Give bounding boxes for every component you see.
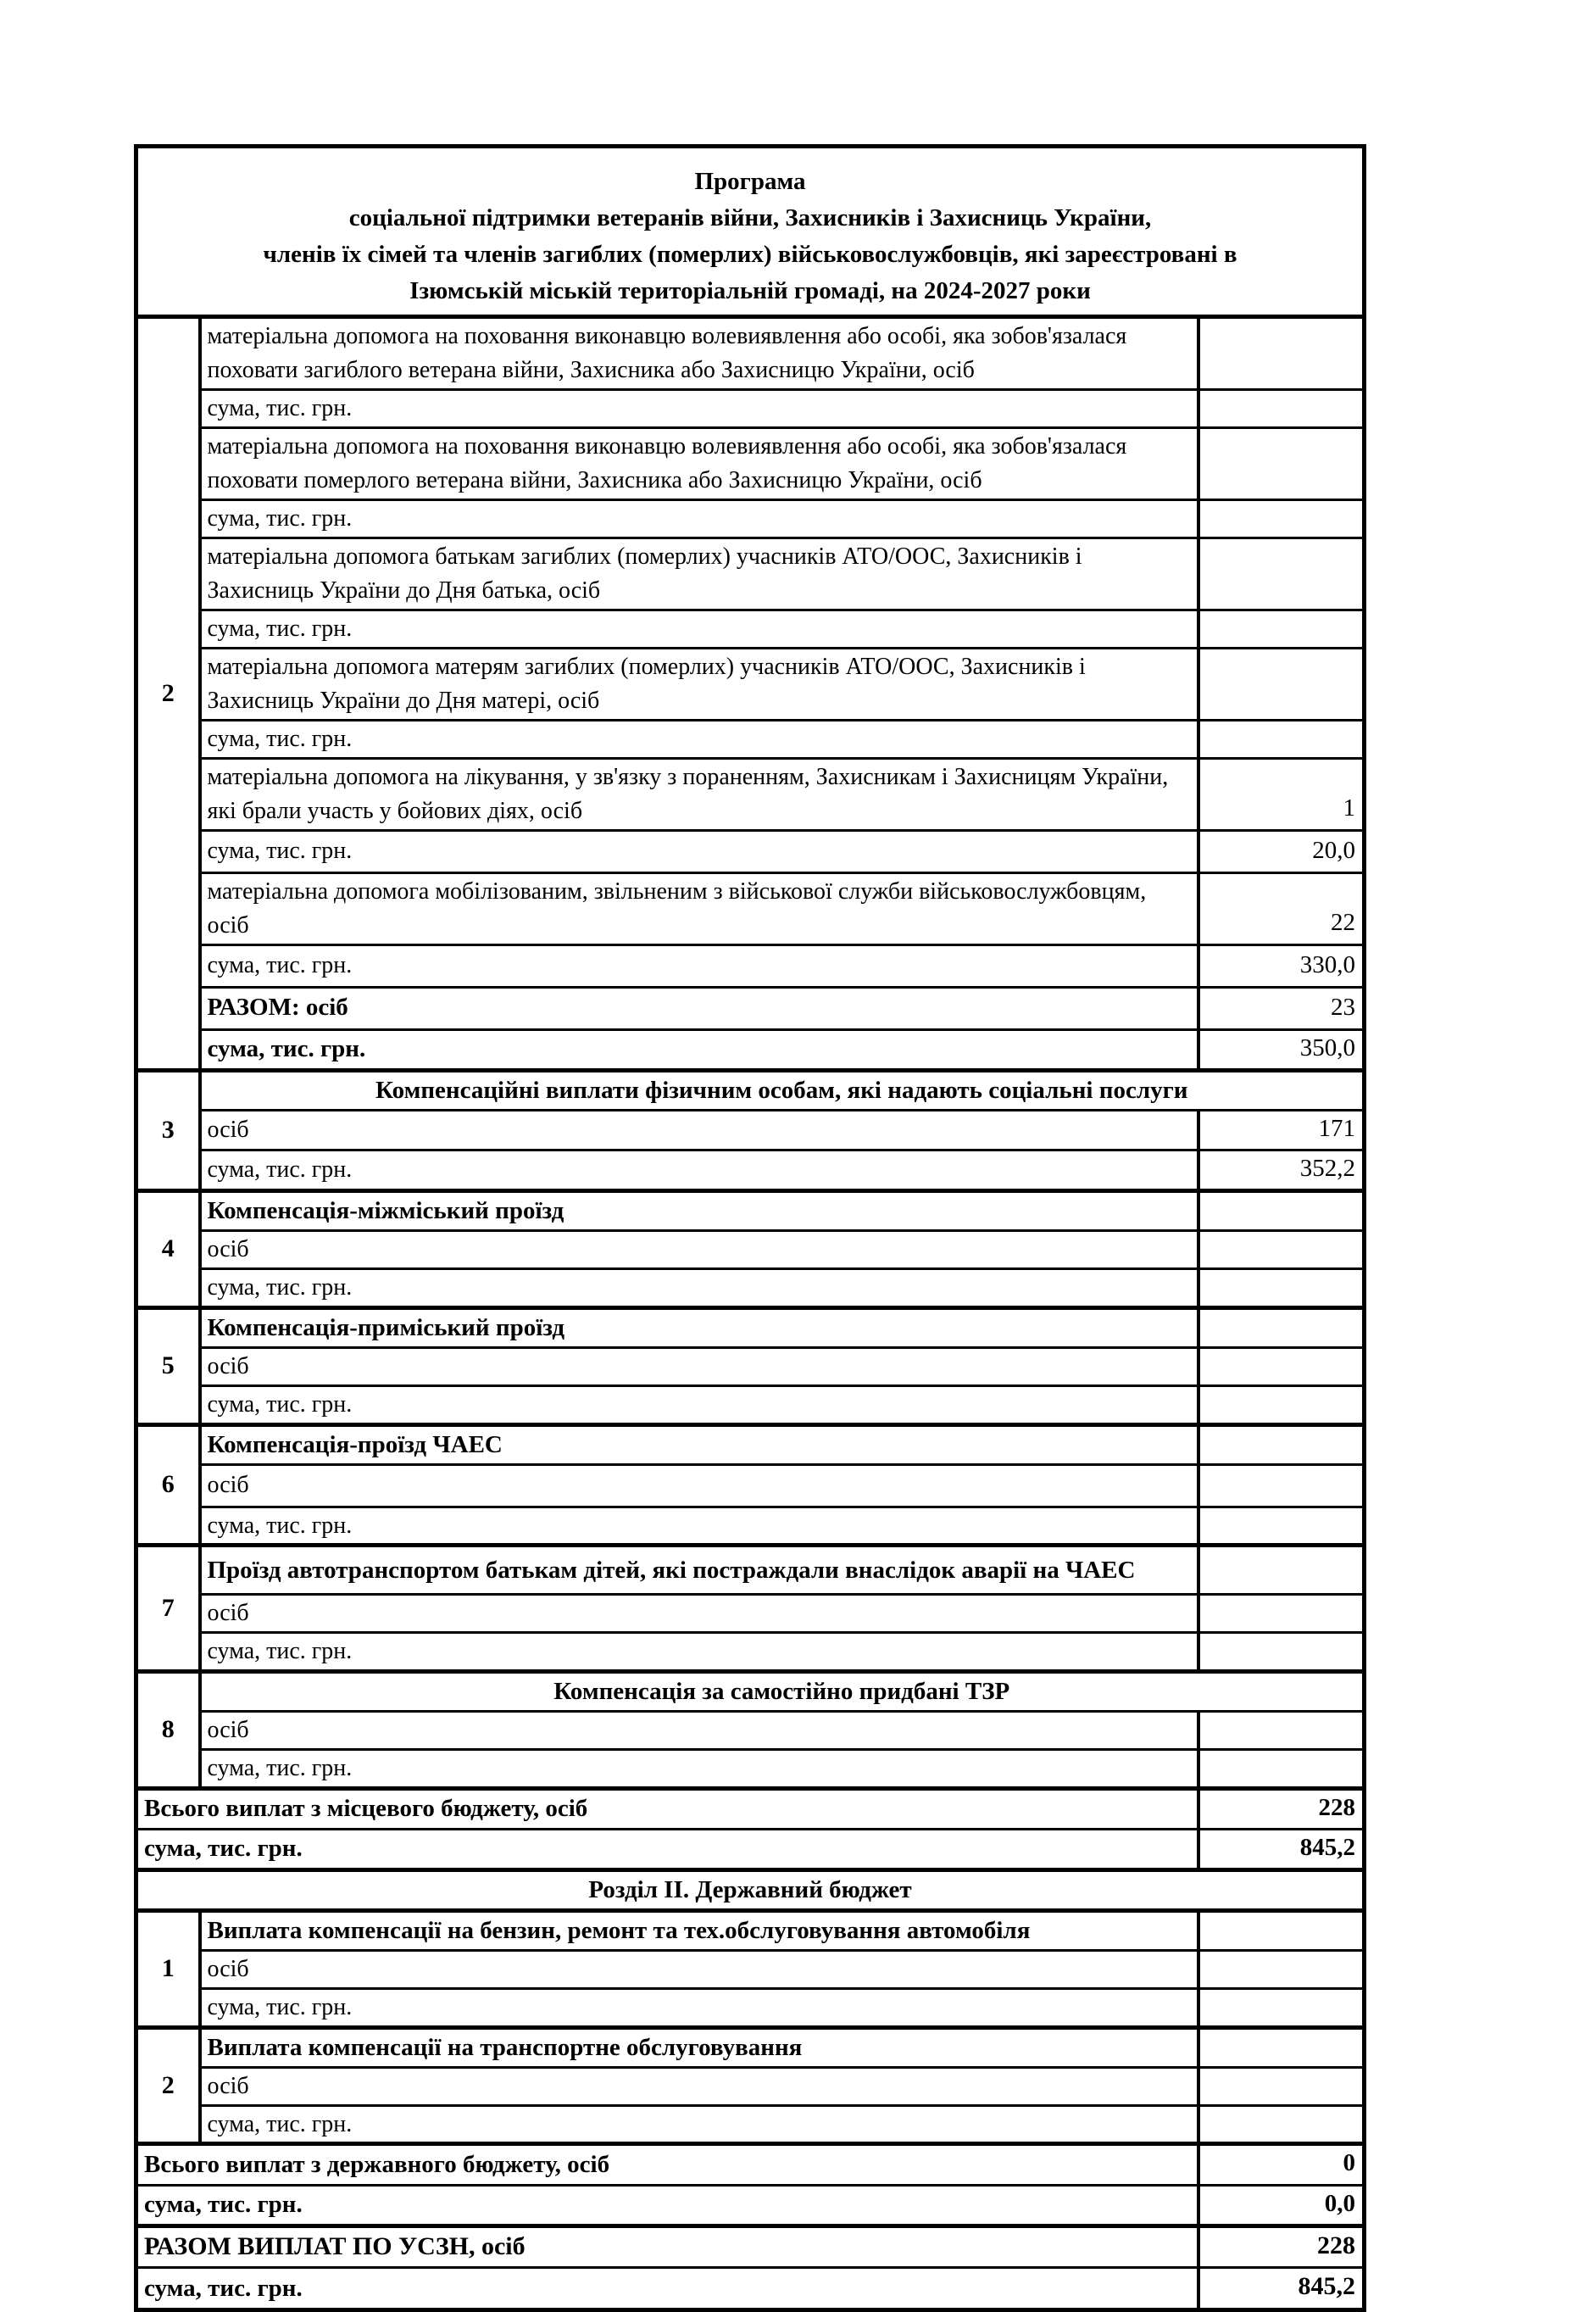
row-value-cell: 20,0 xyxy=(1198,830,1365,872)
row-label-cell: матеріальна допомога батькам загиблих (померлих) учасників АТО/ООС, Захисників і Захисниць України до Дня батька, осіб xyxy=(200,538,1198,610)
table-row xyxy=(136,317,1365,390)
row-label-cell: осіб xyxy=(200,1595,1198,1633)
row-label-cell: сума, тис. грн. xyxy=(200,1269,1198,1308)
section-header-cell: Компенсація за самостійно придбані ТЗР xyxy=(200,1671,1365,1711)
chapter-header-cell: Розділ ІІ. Державний бюджет xyxy=(136,1869,1365,1910)
row-label-cell: сума, тис. грн. xyxy=(200,1989,1198,2028)
table-row-section-header xyxy=(136,1546,1365,1595)
row-label-cell: сума, тис. грн. xyxy=(200,610,1198,648)
program-title-line-2: соціальної підтримки ветеранів війни, Захисників і Захисниць України, xyxy=(348,204,1152,231)
row-value-cell: 23 xyxy=(1198,987,1365,1029)
row-value-cell xyxy=(1198,1595,1365,1633)
table-row xyxy=(136,538,1365,610)
row-label-cell: осіб xyxy=(200,1231,1198,1269)
table-row-section-header xyxy=(136,1307,1365,1347)
table-row xyxy=(136,2105,1365,2144)
total-label-cell: РАЗОМ ВИПЛАТ ПО УСЗН, осіб xyxy=(136,2226,1198,2268)
table-row xyxy=(136,389,1365,427)
section-number-cell: 1 xyxy=(136,1911,200,2028)
program-title-line-3: членів їх сімей та членів загиблих (померлих) військовослужбовців, які зареєстровані в xyxy=(263,241,1237,268)
total-value-cell: 228 xyxy=(1198,2226,1365,2268)
row-label-cell: сума, тис. грн. xyxy=(200,499,1198,538)
row-value-cell xyxy=(1198,1191,1365,1231)
section-number-cell: 4 xyxy=(136,1191,200,1308)
table-row-section-header xyxy=(136,2027,1365,2067)
table-row-chapter-header xyxy=(136,1869,1365,1910)
section-header-cell: Виплата компенсації на транспортне обслуговування xyxy=(200,2027,1198,2067)
row-label-cell: осіб xyxy=(200,1712,1198,1750)
table-row xyxy=(136,1348,1365,1386)
table-row xyxy=(136,720,1365,758)
section-header-cell: Проїзд автотранспортом батькам дітей, які постраждали внаслідок аварії на ЧАЕС xyxy=(200,1546,1198,1595)
table-row xyxy=(136,2067,1365,2105)
section-header-cell: Компенсація-проїзд ЧАЕС xyxy=(200,1424,1198,1464)
row-value-cell xyxy=(1198,2027,1365,2067)
table-row-grand-total xyxy=(136,2268,1365,2310)
table-row xyxy=(136,1712,1365,1750)
row-value-cell: 350,0 xyxy=(1198,1029,1365,1070)
table-row-section-header xyxy=(136,1424,1365,1464)
row-value-cell xyxy=(1198,538,1365,610)
row-value-cell: 330,0 xyxy=(1198,944,1365,987)
table-row xyxy=(136,1150,1365,1191)
program-table xyxy=(134,144,1366,2312)
row-value-cell xyxy=(1198,1951,1365,1989)
total-label-cell: Всього виплат з місцевого бюджету, осіб xyxy=(136,1788,1198,1829)
row-label-cell: матеріальна допомога матерям загиблих (померлих) учасників АТО/ООС, Захисників і Захисниць України до Дня матері, осіб xyxy=(200,648,1198,720)
row-value-cell: 1 xyxy=(1198,758,1365,830)
row-label-cell: осіб xyxy=(200,1951,1198,1989)
row-value-cell xyxy=(1198,1348,1365,1386)
row-value-cell xyxy=(1198,2067,1365,2105)
row-value-cell xyxy=(1198,1546,1365,1595)
table-row xyxy=(136,1269,1365,1308)
section-number-cell: 3 xyxy=(136,1070,200,1191)
program-title-line-1: Програма xyxy=(694,168,806,195)
row-value-cell xyxy=(1198,427,1365,499)
row-label-cell: сума, тис. грн. xyxy=(200,389,1198,427)
section-header-cell: Компенсаційні виплати фізичним особам, які надають соціальні послуги xyxy=(200,1070,1365,1110)
table-row-section-header xyxy=(136,1671,1365,1711)
table-row-total xyxy=(136,2144,1365,2185)
row-label-cell: матеріальна допомога на поховання виконавцю волевиявлення або особі, яка зобов'язалася поховати померлого ветерана війни, Захисника або Захисницю України, осіб xyxy=(200,427,1198,499)
row-label-cell: сума, тис. грн. xyxy=(200,2105,1198,2144)
row-value-cell xyxy=(1198,1507,1365,1546)
row-value-cell xyxy=(1198,1989,1365,2028)
table-row-section-header xyxy=(136,1911,1365,1951)
total-label-cell: сума, тис. грн. xyxy=(136,2268,1198,2310)
total-label-cell: сума, тис. грн. xyxy=(136,1829,1198,1869)
total-value-cell: 0 xyxy=(1198,2144,1365,2185)
row-label-cell: матеріальна допомога мобілізованим, звільненим з військової служби військовослужбовцям, осіб xyxy=(200,872,1198,944)
row-label-cell: сума, тис. грн. xyxy=(200,1150,1198,1191)
row-value-cell xyxy=(1198,1231,1365,1269)
table-row xyxy=(136,1595,1365,1633)
table-row xyxy=(136,1989,1365,2028)
row-value-cell xyxy=(1198,1749,1365,1788)
row-label-cell: сума, тис. грн. xyxy=(200,1507,1198,1546)
row-label-cell: осіб xyxy=(200,2067,1198,2105)
row-value-cell xyxy=(1198,1307,1365,1347)
total-value-cell: 845,2 xyxy=(1198,1829,1365,1869)
row-value-cell: 171 xyxy=(1198,1110,1365,1150)
row-value-cell xyxy=(1198,499,1365,538)
section-number-cell: 7 xyxy=(136,1546,200,1672)
total-label-cell: сума, тис. грн. xyxy=(136,2185,1198,2226)
table-row xyxy=(136,830,1365,872)
row-value-cell xyxy=(1198,389,1365,427)
row-label-cell: осіб xyxy=(200,1464,1198,1507)
table-row xyxy=(136,1749,1365,1788)
section-header-cell: Виплата компенсації на бензин, ремонт та тех.обслуговування автомобіля xyxy=(200,1911,1198,1951)
row-label-cell: сума, тис. грн. xyxy=(200,830,1198,872)
row-label-cell: сума, тис. грн. xyxy=(200,1029,1198,1070)
row-value-cell xyxy=(1198,1464,1365,1507)
table-row xyxy=(136,648,1365,720)
row-label-cell: матеріальна допомога на поховання виконавцю волевиявлення або особі, яка зобов'язалася поховати загиблого ветерана війни, Захисника або Захисницю України, осіб xyxy=(200,317,1198,390)
row-label-cell: осіб xyxy=(200,1348,1198,1386)
table-row-total xyxy=(136,1788,1365,1829)
section-number-cell: 6 xyxy=(136,1424,200,1546)
row-label-cell: сума, тис. грн. xyxy=(200,1633,1198,1672)
total-value-cell: 0,0 xyxy=(1198,2185,1365,2226)
row-value-cell xyxy=(1198,610,1365,648)
table-row xyxy=(136,872,1365,944)
table-row xyxy=(136,1507,1365,1546)
table-row xyxy=(136,944,1365,987)
table-row-grand-total xyxy=(136,2226,1365,2268)
row-value-cell: 352,2 xyxy=(1198,1150,1365,1191)
row-label-cell: РАЗОМ: осіб xyxy=(200,987,1198,1029)
row-value-cell: 22 xyxy=(1198,872,1365,944)
table-row xyxy=(136,1464,1365,1507)
table-row xyxy=(136,499,1365,538)
table-row-total xyxy=(136,1829,1365,1869)
row-label-cell: матеріальна допомога на лікування, у зв'язку з пораненням, Захисникам і Захисницям України, які брали участь у бойових діях, осіб xyxy=(200,758,1198,830)
table-row xyxy=(136,427,1365,499)
row-value-cell xyxy=(1198,720,1365,758)
row-value-cell xyxy=(1198,1269,1365,1308)
section-header-cell: Компенсація-міжміський проїзд xyxy=(200,1191,1198,1231)
section-number-cell: 2 xyxy=(136,317,200,1071)
table-row xyxy=(136,610,1365,648)
section-number-cell: 5 xyxy=(136,1307,200,1424)
section-number-cell: 8 xyxy=(136,1671,200,1788)
table-row xyxy=(136,1385,1365,1424)
program-title xyxy=(136,147,1365,317)
table-row-total xyxy=(136,987,1365,1029)
total-label-cell: Всього виплат з державного бюджету, осіб xyxy=(136,2144,1198,2185)
table-row-total xyxy=(136,2185,1365,2226)
total-value-cell: 228 xyxy=(1198,1788,1365,1829)
row-value-cell xyxy=(1198,1911,1365,1951)
row-label-cell: сума, тис. грн. xyxy=(200,1385,1198,1424)
total-value-cell: 845,2 xyxy=(1198,2268,1365,2310)
table-row xyxy=(136,1110,1365,1150)
row-value-cell xyxy=(1198,317,1365,390)
program-title-line-4: Ізюмській міській територіальній громаді, на 2024-2027 роки xyxy=(409,277,1091,304)
table-row-section-header xyxy=(136,1070,1365,1110)
row-value-cell xyxy=(1198,1424,1365,1464)
row-value-cell xyxy=(1198,1385,1365,1424)
table-row-title xyxy=(136,147,1365,317)
table-row xyxy=(136,1231,1365,1269)
table-row-total xyxy=(136,1029,1365,1070)
row-label-cell: сума, тис. грн. xyxy=(200,944,1198,987)
row-label-cell: сума, тис. грн. xyxy=(200,720,1198,758)
table-row xyxy=(136,758,1365,830)
row-value-cell xyxy=(1198,648,1365,720)
row-value-cell xyxy=(1198,2105,1365,2144)
row-label-cell: осіб xyxy=(200,1110,1198,1150)
row-value-cell xyxy=(1198,1712,1365,1750)
table-row-section-header xyxy=(136,1191,1365,1231)
section-header-cell: Компенсація-приміський проїзд xyxy=(200,1307,1198,1347)
row-label-cell: сума, тис. грн. xyxy=(200,1749,1198,1788)
table-row xyxy=(136,1633,1365,1672)
row-value-cell xyxy=(1198,1633,1365,1672)
section-number-cell: 2 xyxy=(136,2027,200,2144)
table-row xyxy=(136,1951,1365,1989)
